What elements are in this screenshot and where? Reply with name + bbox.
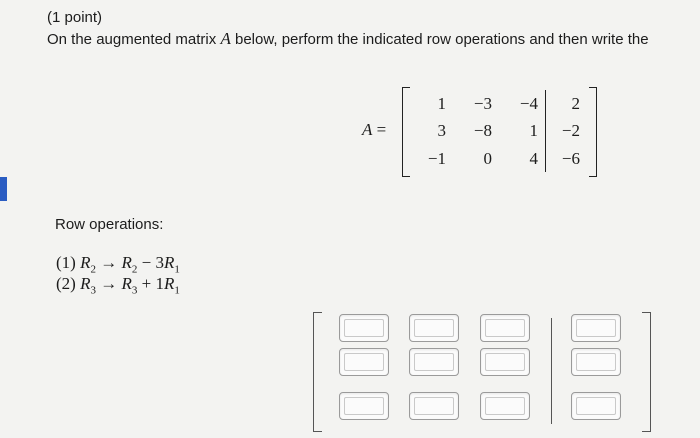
op-arrow: → xyxy=(100,274,118,293)
instruction-after: below, perform the indicated row operations and then write the xyxy=(230,31,649,48)
answer-right-bracket xyxy=(642,312,651,432)
matrix-left-bracket xyxy=(402,87,410,177)
op-number: (2) xyxy=(56,274,76,293)
matrix-right-bracket xyxy=(589,87,597,177)
matrix-cell: −1 xyxy=(427,149,446,168)
op-number: (1) xyxy=(56,253,76,272)
matrix-cell: −3 xyxy=(473,94,492,113)
op-target: R xyxy=(80,253,91,272)
instruction-before: On the augmented matrix xyxy=(47,31,221,48)
matrix-cell: 1 xyxy=(437,94,446,113)
answer-input-r1-c3[interactable] xyxy=(480,314,530,342)
answer-input-r3-c1[interactable] xyxy=(339,392,389,420)
matrix-cell: 4 xyxy=(529,149,538,168)
matrix-equals: = xyxy=(376,120,387,139)
op-arrow: → xyxy=(100,253,118,272)
op-lhs: R xyxy=(121,274,132,293)
answer-input-r2-c2[interactable] xyxy=(409,348,459,376)
matrix-cell: 0 xyxy=(483,149,492,168)
points-label: (1 point) xyxy=(47,9,103,26)
matrix-cell: 1 xyxy=(529,121,538,140)
matrix-cell: 2 xyxy=(571,94,580,113)
answer-input-r2-c1[interactable] xyxy=(339,348,389,376)
op-lhs: R xyxy=(121,253,132,272)
op-target-sub: 3 xyxy=(90,284,96,297)
op-operator: + xyxy=(141,274,152,293)
matrix-cell: 3 xyxy=(437,121,446,140)
matrix-cell: −2 xyxy=(561,121,580,140)
op-lhs-sub: 2 xyxy=(131,263,138,276)
op-rhs-sub: 1 xyxy=(174,284,180,297)
op-lhs-sub: 3 xyxy=(131,284,138,297)
op-target: R xyxy=(80,274,91,293)
matrix-cell: −6 xyxy=(561,149,580,168)
op-rhs: R xyxy=(163,253,175,272)
problem-header xyxy=(47,8,649,50)
answer-input-r1-c2[interactable] xyxy=(409,314,459,342)
matrix-cell: −4 xyxy=(519,94,538,113)
instruction-text xyxy=(47,29,649,50)
answer-augment-bar xyxy=(551,318,552,424)
answer-input-r3-c4[interactable] xyxy=(571,392,621,420)
answer-input-r3-c3[interactable] xyxy=(480,392,530,420)
row-operation-2 xyxy=(56,274,180,296)
op-coefficient: 3 xyxy=(155,253,164,272)
answer-input-r1-c1[interactable] xyxy=(339,314,389,342)
answer-input-r3-c2[interactable] xyxy=(409,392,459,420)
instruction-var: A xyxy=(220,29,231,48)
matrix-var: A xyxy=(362,120,373,139)
matrix-cell: −8 xyxy=(473,121,492,140)
op-rhs-sub: 1 xyxy=(174,263,180,276)
left-edge-marker xyxy=(0,177,7,201)
op-rhs: R xyxy=(163,274,175,293)
op-target-sub: 2 xyxy=(90,263,96,276)
op-coefficient: 1 xyxy=(155,274,164,293)
answer-input-r2-c3[interactable] xyxy=(480,348,530,376)
answer-left-bracket xyxy=(313,312,322,432)
answer-input-r2-c4[interactable] xyxy=(571,348,621,376)
answer-input-r1-c4[interactable] xyxy=(571,314,621,342)
row-operations-title: Row operations: xyxy=(55,216,164,233)
row-operation-1 xyxy=(56,253,180,275)
matrix-label xyxy=(362,120,386,140)
op-operator: − xyxy=(141,253,152,272)
